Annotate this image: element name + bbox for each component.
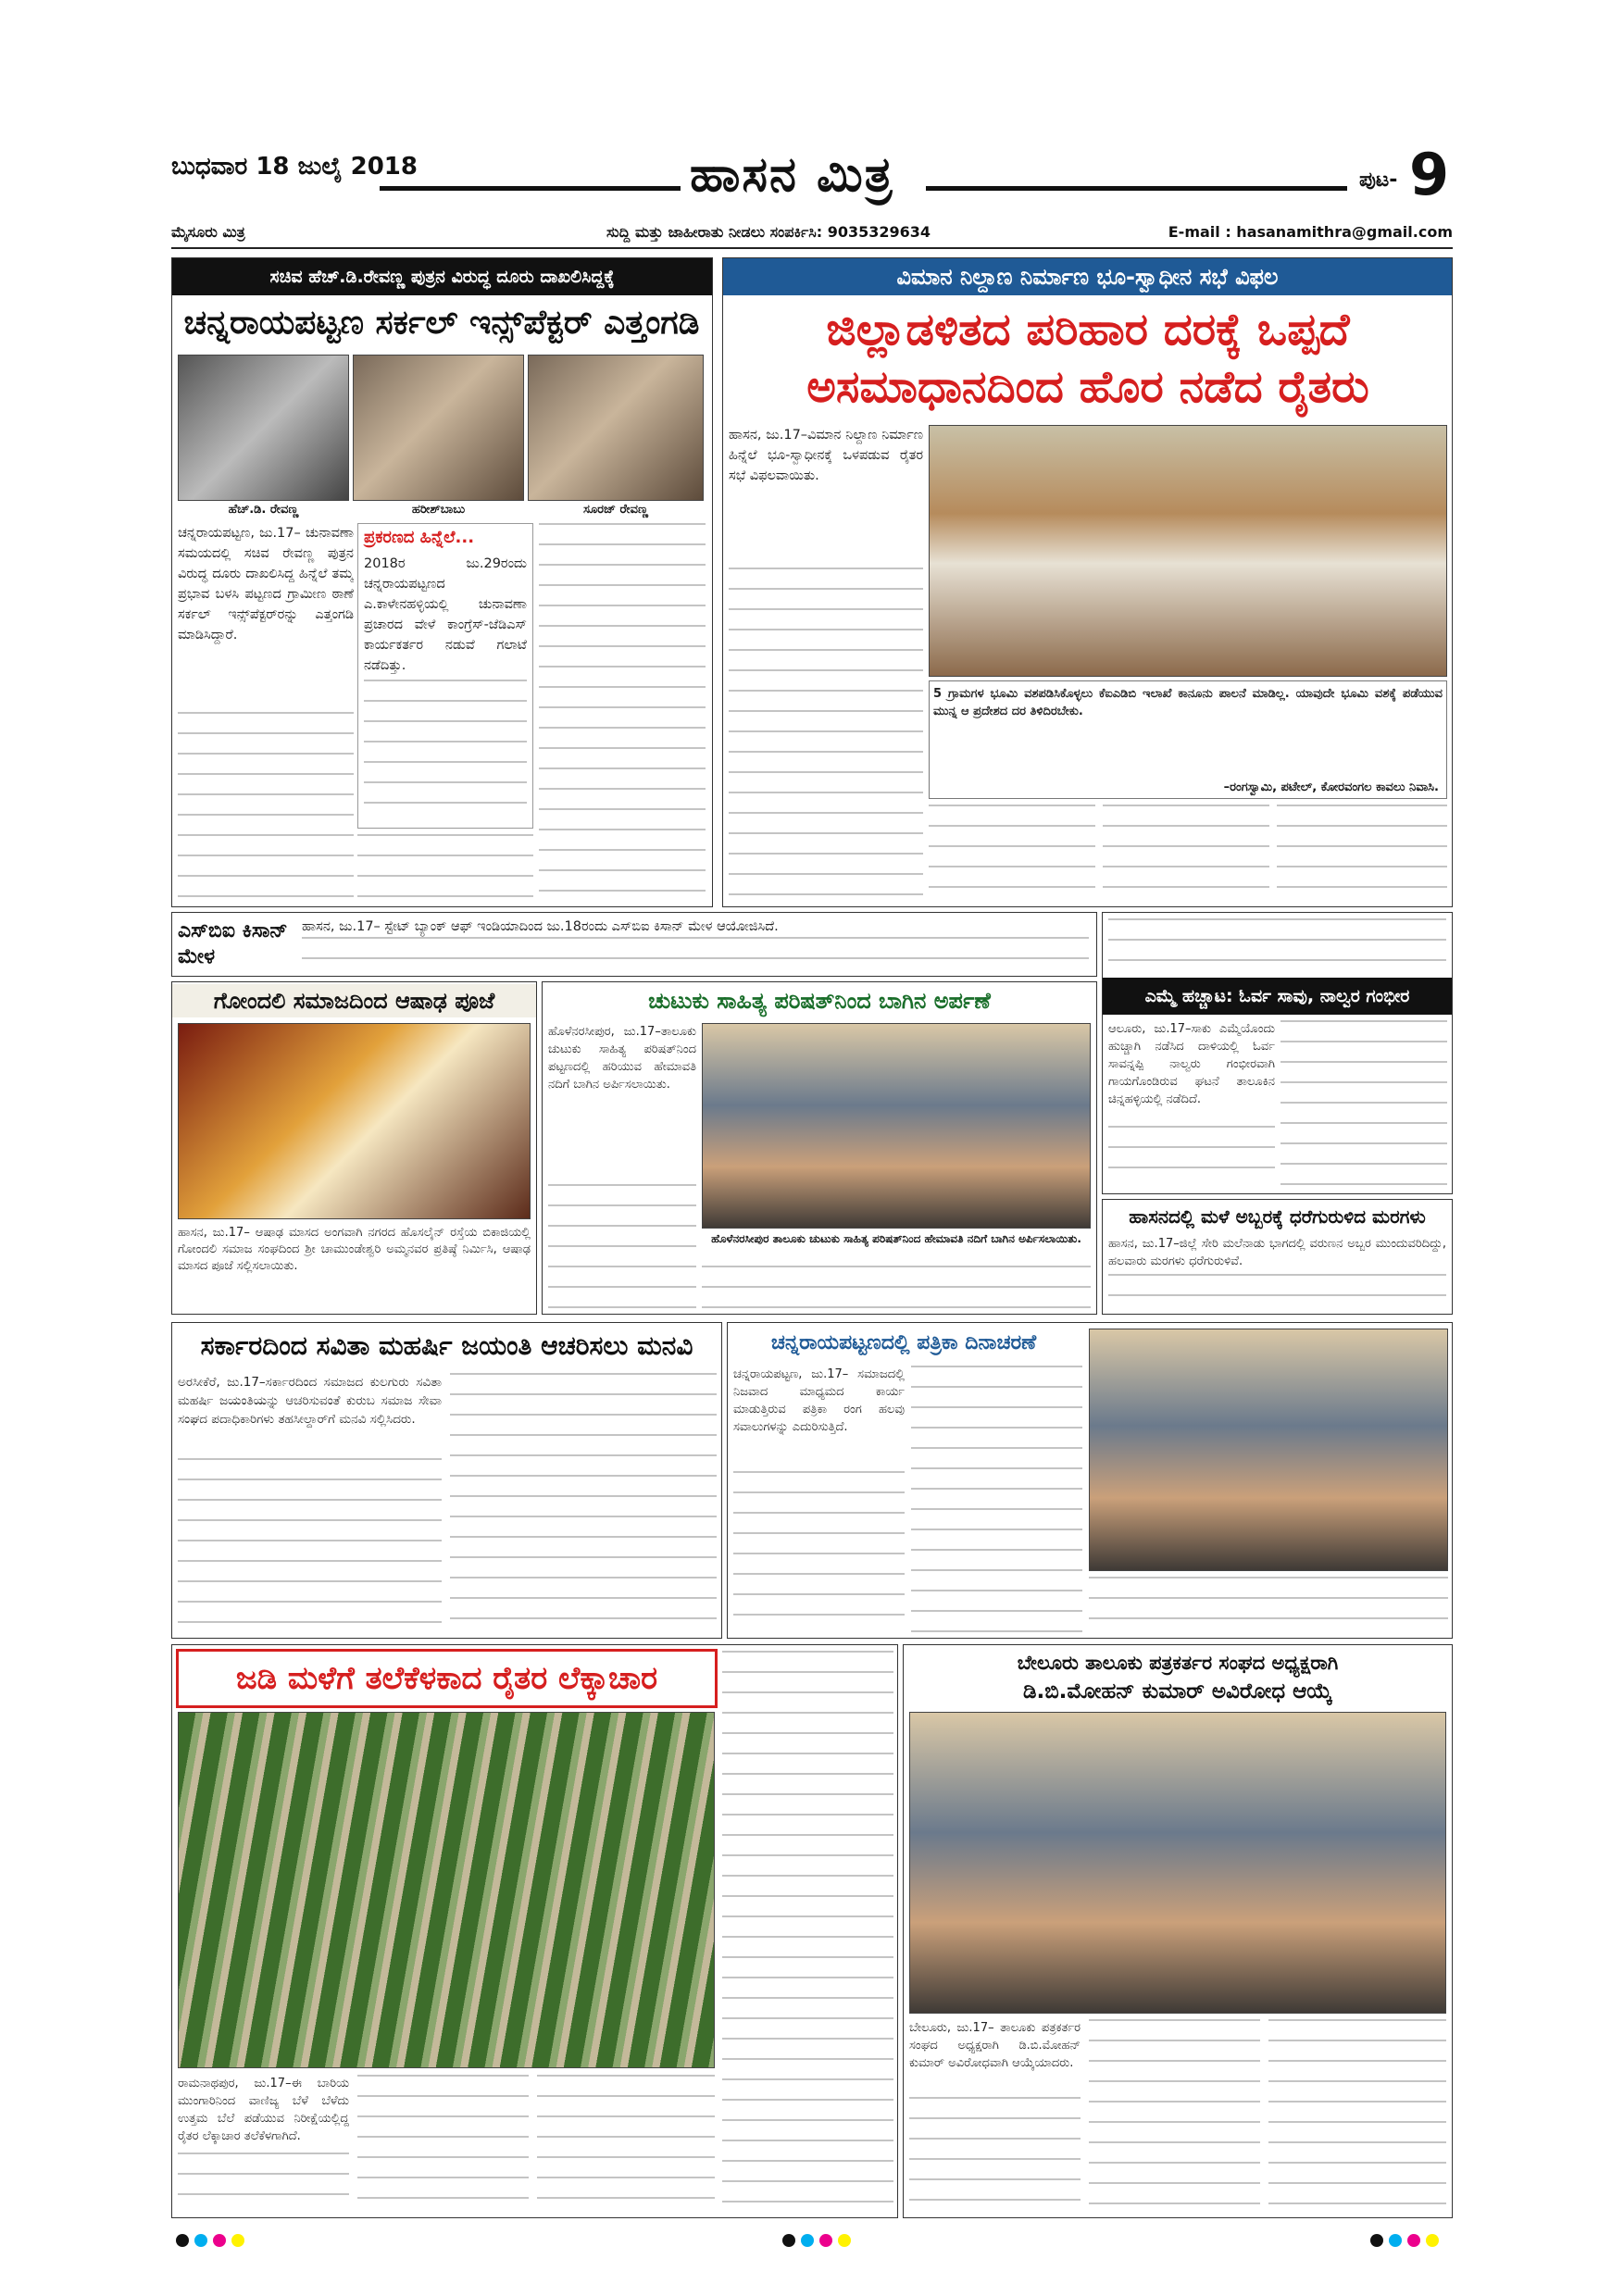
- story1-lead: ಚನ್ನರಾಯಪಟ್ಟಣ, ಜು.17– ಚುನಾವಣಾ ಸಮಯದಲ್ಲಿ ಸಚಿವ ರೇವಣ್ಣ ಪುತ್ರನ ವಿರುದ್ಧ ದೂರು ದಾಖಲಿಸಿದ್ದ ಹಿನ್ನೆಲೆ ತಮ್ಮ ಪ್ರಭಾವ ಬಳಸಿ ಪಟ್ಟಣದ ಗ್ರಾಮೀಣ ಠಾಣೆ ಸರ್ಕಲ್ ಇನ್ಸ್‌ಪೆಕ್ಟರ್‌ರನ್ನು ಎತ್ತಂಗಡಿ ಮಾಡಿಸಿದ್ದಾರೆ.: [178, 526, 354, 643]
- story1-headline: ಚನ್ನರಾಯಪಟ್ಟಣ ಸರ್ಕಲ್ ಇನ್ಸ್‌ಪೆಕ್ಟರ್ ಎತ್ತಂಗಡಿ: [183, 304, 700, 342]
- story9-lead: ರಾಮನಾಥಪುರ, ಜು.17–ಈ ಬಾರಿಯ ಮುಂಗಾರಿನಿಂದ ವಾಣಿಜ್ಯ ಬೆಳೆ ಬೆಳೆದು ಉತ್ತಮ ಬೆಲೆ ಪಡೆಯುವ ನಿರೀಕ್ಷೆಯಲ್ಲಿದ್ದ ರೈತರ ಲೆಕ್ಕಾಚಾರ ತಲೆಕೆಳಗಾಗಿದೆ.: [178, 2077, 349, 2143]
- page-number: 9: [1409, 141, 1450, 208]
- story-buffalo-attack: [1102, 912, 1453, 1194]
- story9-column-2: [357, 2075, 529, 2212]
- story-savitha-maharshi: [171, 1322, 722, 1639]
- story4-lead: ಹೊಳೆನರಸೀಪುರ, ಜು.17–ತಾಲೂಕು ಚುಟುಕು ಸಾಹಿತ್ಯ ಪರಿಷತ್‌ನಿಂದ ಪಟ್ಟಣದಲ್ಲಿ ಹರಿಯುವ ಹೇಮಾವತಿ ನದಿಗೆ ಬಾಗಿನ ಅರ್ಪಿಸಲಾಯಿತು.: [548, 1025, 696, 1092]
- story-rain-farmers: [171, 1644, 898, 2218]
- photo-belur-press-team: [909, 1712, 1446, 2014]
- page-label: ಪುಟ-: [1359, 168, 1398, 192]
- story6-headline: ಹಾಸನದಲ್ಲಿ ಮಳೆ ಅಬ್ಬರಕ್ಕೆ ಧರೆಗುರುಳಿದ ಮರಗಳು: [1129, 1205, 1426, 1228]
- story3-headline: ಗೋಂದಲಿ ಸಮಾಜದಿಂದ ಆಷಾಢ ಪೂಜೆ: [172, 984, 536, 1017]
- story10-column-1: [909, 2097, 1081, 2212]
- story8-column-2: [911, 1366, 1082, 1632]
- story7-column-2: [450, 1373, 717, 1632]
- story-circle-inspector: [171, 257, 713, 907]
- story9-column-4: [722, 1651, 893, 2212]
- contact-line: ಸುದ್ದಿ ಮತ್ತು ಜಾಹೀರಾತು ನೀಡಲು ಸಂಪರ್ಕಿಸಿ: 9035329634: [606, 223, 931, 241]
- story7-lead: ಅರಸೀಕೆರೆ, ಜು.17–ಸರ್ಕಾರದಿಂದ ಸಮಾಜದ ಕುಲಗುರು ಸವಿತಾ ಮಹರ್ಷಿ ಜಯಂತಿಯನ್ನು ಆಚರಿಸುವಂತೆ ಕುರುಬ ಸಮಾಜ ಸೇವಾ ಸಂಘದ ಪದಾಧಿಕಾರಿಗಳು ತಹಸೀಲ್ದಾರ್‌ಗೆ ಮನವಿ ಸಲ್ಲಿಸಿದರು.: [178, 1375, 442, 1427]
- brief-text: [302, 937, 1089, 974]
- story1-column-1: [178, 712, 354, 897]
- story2-column-2: [929, 805, 1095, 901]
- story5-headline: ಎಮ್ಮೆ ಹಚ್ಚಾಟ: ಓರ್ವ ಸಾವು, ನಾಲ್ವರ ಗಂಭೀರ: [1103, 978, 1452, 1015]
- story8-headline: ಚನ್ನರಾಯಪಟ್ಟಣದಲ್ಲಿ ಪತ್ರಿಕಾ ದಿನಾಚರಣೆ: [770, 1331, 1037, 1354]
- story2-column-3: [1103, 805, 1269, 901]
- story1-column-2: [357, 834, 533, 899]
- story8-column-3: [1089, 1577, 1448, 1632]
- story10-column-3: [1268, 2019, 1446, 2212]
- story10-headline-1: ಬೇಲೂರು ತಾಲೂಕು ಪತ್ರಕರ್ತರ ಸಂಘದ ಅಧ್ಯಕ್ಷರಾಗಿ: [1017, 1652, 1339, 1674]
- story5-lead: ಆಲೂರು, ಜು.17–ಸಾಕು ಎಮ್ಮೆಯೊಂದು ಹುಚ್ಚಾಗಿ ನಡೆಸಿದ ದಾಳಿಯಲ್ಲಿ ಓರ್ವ ಸಾವನ್ನಪ್ಪಿ ನಾಲ್ವರು ಗಂಭೀರವಾಗಿ ಗಾಯಗೊಂಡಿರುವ ಘಟನೆ ತಾಲೂಕಿನ ಚಿನ್ನಹಳ್ಳಿಯಲ್ಲಿ ನಡೆದಿದೆ.: [1108, 1022, 1275, 1106]
- photo-meeting-hall: [929, 425, 1447, 677]
- story8-lead: ಚನ್ನರಾಯಪಟ್ಟಣ, ಜು.17– ಸಮಾಜದಲ್ಲಿ ನಿಜವಾದ ಮಾಧ್ಯಮದ ಕಾರ್ಯ ಮಾಡುತ್ತಿರುವ ಪತ್ರಿಕಾ ರಂಗ ಹಲವು ಸವಾಲುಗಳನ್ನು ಎದುರಿಸುತ್ತಿದೆ.: [733, 1367, 905, 1434]
- story2-lead: ಹಾಸನ, ಜು.17–ವಿಮಾನ ನಿಲ್ದಾಣ ನಿರ್ಮಾಣ ಹಿನ್ನೆಲೆ ಭೂ-ಸ್ವಾಧೀನಕ್ಕೆ ಒಳಪಡುವ ರೈತರ ಸಭೆ ವಿಫಲವಾಯಿತು.: [729, 428, 923, 483]
- story1-kicker: ಸಚಿವ ಹೆಚ್.ಡಿ.ರೇವಣ್ಣ ಪುತ್ರನ ವಿರುದ್ಧ ದೂರು ದಾಖಲಿಸಿದ್ದಕ್ಕೆ: [172, 258, 712, 295]
- story-airport-land: [722, 257, 1453, 907]
- registration-marks-center: [782, 2233, 856, 2251]
- story1-column-3: [539, 523, 706, 899]
- caption-harish: ಹರೀಶ್‌ಬಾಬು: [411, 503, 466, 517]
- photo-harish-babu: [353, 355, 524, 501]
- edition-tag: ಮೈಸೂರು ಮಿತ್ರ: [171, 223, 245, 241]
- story4-caption: ಹೊಳೆನರಸೀಪುರ ತಾಲೂಕು ಚುಟುಕು ಸಾಹಿತ್ಯ ಪರಿಷತ್‌ನಿಂದ ಹೇಮಾವತಿ ನದಿಗೆ ಬಾಗಿನ ಅರ್ಪಿಸಲಾಯಿತು.: [711, 1232, 1081, 1245]
- story2-kicker: ವಿಮಾನ ನಿಲ್ದಾಣ ನಿರ್ಮಾಣ ಭೂ-ಸ್ವಾಧೀನ ಸಭೆ ವಿಫಲ: [723, 258, 1452, 295]
- story1-sidebar: [357, 523, 533, 829]
- photo-ashada-pooja: [178, 1023, 531, 1219]
- email-line: E-mail : hasanamithra@gmail.com: [1168, 223, 1453, 241]
- story7-column-1: [178, 1458, 442, 1632]
- story10-lead: ಬೇಲೂರು, ಜು.17– ತಾಲೂಕು ಪತ್ರಕರ್ತರ ಸಂಘದ ಅಧ್ಯಕ್ಷರಾಗಿ ಡಿ.ಬಿ.ಮೋಹನ್ ಕುಮಾರ್ ಅವಿರೋಧವಾಗಿ ಆಯ್ಕೆಯಾದರು.: [909, 2021, 1081, 2070]
- story2-callout: [929, 680, 1447, 799]
- story9-headline: ಜಡಿ ಮಳೆಗೆ ತಲೆಕೆಳಕಾದ ರೈತರ ಲೆಕ್ಕಾಚಾರ: [176, 1649, 718, 1708]
- callout-credit: –ರಂಗಸ್ವಾಮಿ, ಪಟೇಲ್, ಕೋರವಂಗಲ ಕಾವಲು ನಿವಾಸಿ.: [1223, 780, 1439, 794]
- story2-headline-1: ಜಿಲ್ಲಾಡಳಿತದ ಪರಿಹಾರ ದರಕ್ಕೆ ಒಪ್ಪದೆ: [826, 304, 1350, 356]
- story5-overflow-text: [1108, 918, 1446, 974]
- photo-suraj-revanna: [528, 355, 704, 501]
- story-press-day: [727, 1322, 1453, 1639]
- story10-column-2: [1089, 2019, 1260, 2212]
- story-rain-trees: [1102, 1199, 1453, 1315]
- story2-column-4: [1277, 805, 1447, 901]
- brief-sbi-kisan: [171, 912, 1097, 977]
- photo-revanna: [178, 355, 349, 501]
- newspaper-title: ಹಾಸನ ಮಿತ್ರ: [690, 146, 894, 203]
- story6-text: [1108, 1274, 1446, 1311]
- story4-column-2: [702, 1266, 1091, 1308]
- story3-lead: ಹಾಸನ, ಜು.17– ಆಷಾಢ ಮಾಸದ ಅಂಗವಾಗಿ ನಗರದ ಹೊಸಲೈನ್ ರಸ್ತೆಯ ಬಿಕಾಜಿಯಲ್ಲಿ ಗೋಂದಲಿ ಸಮಾಜ ಸಂಘದಿಂದ ಶ್ರೀ ಚಾಮುಂಡೇಶ್ವರಿ ಅಮ್ಮನವರ ಪ್ರತಿಷ್ಠೆ ನಿರ್ಮಿಸಿ, ಆಷಾಢ ಮಾಸದ ಪೂಜೆ ಸಲ್ಲಿಸಲಾಯಿತು.: [178, 1226, 531, 1273]
- story-belur-press: [903, 1644, 1453, 2218]
- sub-header-band: [171, 219, 1453, 249]
- photo-flooded-field: [178, 1712, 715, 2068]
- sidebar-title: ಪ್ರಕರಣದ ಹಿನ್ನೆಲೆ...: [364, 528, 475, 547]
- story6-lead: ಹಾಸನ, ಜು.17–ಜಿಲ್ಲೆ ಸೇರಿ ಮಲೆನಾಡು ಭಾಗದಲ್ಲಿ ವರುಣನ ಅಬ್ಬರ ಮುಂದುವರಿದಿದ್ದು, ಹಲವಾರು ಮರಗಳು ಧರೆಗುರುಳಿವೆ.: [1108, 1237, 1446, 1268]
- story9-column-1: [178, 2152, 349, 2212]
- photo-press-felicitation: [1089, 1329, 1448, 1571]
- story2-headline-2: ಅಸಮಾಧಾನದಿಂದ ಹೊರ ನಡೆದ ರೈತರು: [806, 361, 1369, 413]
- story5-column-1: [1108, 1126, 1275, 1187]
- photo-bagina-group: [702, 1023, 1091, 1229]
- sidebar-lead: 2018ರ ಜು.29ರಂದು ಚನ್ನರಾಯಪಟ್ಟಣದ ಎ.ಕಾಳೇನಹಳ್ಳಿಯಲ್ಲಿ ಚುನಾವಣಾ ಪ್ರಚಾರದ ವೇಳೆ ಕಾಂಗ್ರೆಸ್-ಜೆಡಿಎಸ್ ಕಾರ್ಯಕರ್ತರ ನಡುವೆ ಗಲಾಟೆ ನಡೆದಿತ್ತು.: [364, 556, 527, 673]
- caption-revanna: ಹೆಚ್.ಡಿ. ರೇವಣ್ಣ: [228, 503, 299, 517]
- caption-suraj: ಸೂರಜ್ ರೇವಣ್ಣ: [582, 503, 649, 517]
- story10-headline-2: ಡಿ.ಬಿ.ಮೋಹನ್ ಕುಮಾರ್ ಅವಿರೋಧ ಆಯ್ಕೆ: [1022, 1679, 1333, 1703]
- story4-column-1: [548, 1184, 696, 1308]
- sidebar-text: [364, 680, 527, 818]
- story-chutuku-bagina: [542, 981, 1097, 1315]
- story-gondali-pooja: [171, 981, 537, 1315]
- brief-lead: ಹಾಸನ, ಜು.17– ಸ್ಟೇಟ್ ಬ್ಯಾಂಕ್ ಆಫ್ ಇಂಡಿಯಾದಿಂದ ಜು.18ರಂದು ಎಸ್‌ಬಿಐ ಕಿಸಾನ್ ಮೇಳ ಆಯೋಜಿಸಿದೆ.: [302, 919, 779, 934]
- brief-title: ಎಸ್‌ಬಿಐ ಕಿಸಾನ್ ಮೇಳ: [178, 919, 288, 968]
- story2-column-1: [729, 568, 923, 901]
- story7-headline: ಸರ್ಕಾರದಿಂದ ಸವಿತಾ ಮಹರ್ಷಿ ಜಯಂತಿ ಆಚರಿಸಲು ಮನವಿ: [200, 1330, 693, 1361]
- story9-column-3: [537, 2075, 715, 2212]
- story5-column-2: [1280, 1020, 1447, 1187]
- registration-marks-left: [176, 2233, 250, 2251]
- masthead-rule-right: [926, 186, 1347, 191]
- registration-marks-right: [1370, 2233, 1444, 2251]
- callout-text: 5 ಗ್ರಾಮಗಳ ಭೂಮಿ ವಶಪಡಿಸಿಕೊಳ್ಳಲು ಕೆಐಎಡಿಬಿ ಇಲಾಖೆ ಕಾನೂನು ಪಾಲನೆ ಮಾಡಿಲ್ಲ. ಯಾವುದೇ ಭೂಮಿ ವಶಕ್ಕೆ ಪಡೆಯುವ ಮುನ್ನ ಆ ಪ್ರದೇಶದ ದರ ತಿಳಿದಿರಬೇಕು.: [933, 687, 1443, 718]
- issue-date: ಬುಧವಾರ 18 ಜುಲೈ 2018: [171, 153, 418, 181]
- masthead-rule-left: [380, 186, 681, 191]
- story4-headline: ಚುಟುಕು ಸಾಹಿತ್ಯ ಪರಿಷತ್‌ನಿಂದ ಬಾಗಿನ ಅರ್ಪಣೆ: [648, 988, 991, 1014]
- story8-column-1: [733, 1471, 905, 1632]
